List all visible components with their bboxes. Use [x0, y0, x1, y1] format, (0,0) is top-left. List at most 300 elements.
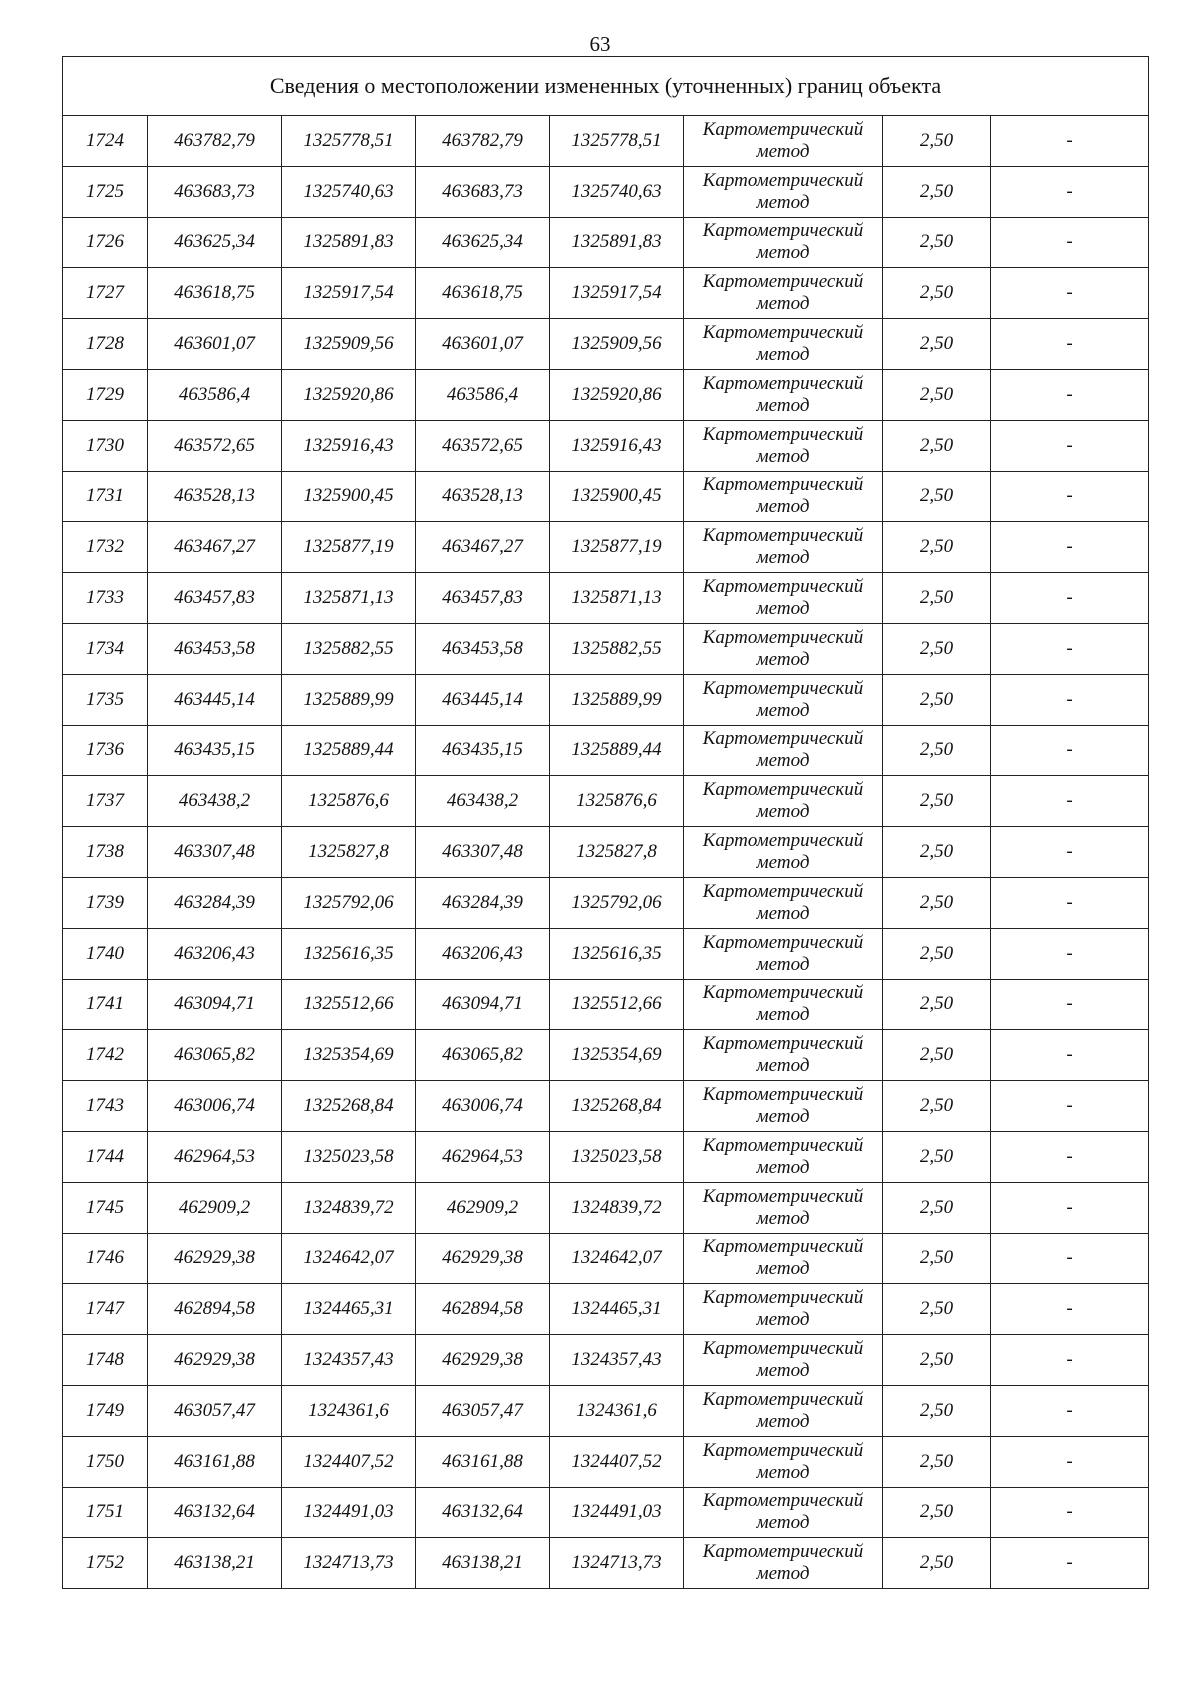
point-number-cell: 1750 — [63, 1436, 148, 1487]
table-row — [63, 827, 1149, 878]
refined-y-cell: 1324491,03 — [550, 1487, 684, 1538]
existing-y-cell: 1325871,13 — [282, 573, 416, 624]
existing-y-cell: 1325740,63 — [282, 166, 416, 217]
method-cell — [684, 1538, 883, 1589]
note-cell: - — [991, 166, 1149, 217]
refined-x-cell: 463065,82 — [416, 1030, 550, 1081]
accuracy-cell: 2,50 — [883, 1233, 991, 1284]
point-number-cell: 1739 — [63, 877, 148, 928]
point-number-cell: 1732 — [63, 522, 148, 573]
point-number-cell: 1735 — [63, 674, 148, 725]
method-line-1: Картометрический — [702, 1236, 864, 1258]
existing-x-cell: 463618,75 — [148, 268, 282, 319]
table-row — [63, 522, 1149, 573]
method-line-2: метод — [756, 394, 810, 416]
coordinates-table — [62, 56, 1149, 1589]
existing-x-cell: 463572,65 — [148, 420, 282, 471]
existing-x-cell: 463284,39 — [148, 877, 282, 928]
method-line-1: Картометрический — [702, 1033, 864, 1055]
method-cell — [684, 1335, 883, 1386]
note-cell: - — [991, 1487, 1149, 1538]
note-cell: - — [991, 1182, 1149, 1233]
accuracy-cell: 2,50 — [883, 725, 991, 776]
note-cell: - — [991, 776, 1149, 827]
method-line-1: Картометрический — [702, 423, 864, 445]
accuracy-cell: 2,50 — [883, 928, 991, 979]
table-row — [63, 776, 1149, 827]
existing-x-cell: 463006,74 — [148, 1081, 282, 1132]
point-number-cell: 1737 — [63, 776, 148, 827]
point-number-cell: 1736 — [63, 725, 148, 776]
method-line-2: метод — [756, 801, 810, 823]
existing-x-cell: 463528,13 — [148, 471, 282, 522]
refined-x-cell: 463601,07 — [416, 319, 550, 370]
refined-x-cell: 463528,13 — [416, 471, 550, 522]
method-cell — [684, 1385, 883, 1436]
method-line-2: метод — [756, 699, 810, 721]
existing-x-cell: 463625,34 — [148, 217, 282, 268]
method-line-1: Картометрический — [702, 931, 864, 953]
point-number-cell: 1727 — [63, 268, 148, 319]
method-cell — [684, 674, 883, 725]
existing-y-cell: 1324713,73 — [282, 1538, 416, 1589]
accuracy-cell: 2,50 — [883, 827, 991, 878]
existing-x-cell: 463445,14 — [148, 674, 282, 725]
refined-x-cell: 463161,88 — [416, 1436, 550, 1487]
page-number: 63 — [589, 32, 611, 56]
table-row — [63, 1436, 1149, 1487]
existing-y-cell: 1325916,43 — [282, 420, 416, 471]
existing-y-cell: 1325792,06 — [282, 877, 416, 928]
accuracy-cell: 2,50 — [883, 1335, 991, 1386]
refined-y-cell: 1324357,43 — [550, 1335, 684, 1386]
existing-y-cell: 1325023,58 — [282, 1131, 416, 1182]
existing-y-cell: 1325889,99 — [282, 674, 416, 725]
method-cell — [684, 1081, 883, 1132]
table-row — [63, 1335, 1149, 1386]
accuracy-cell: 2,50 — [883, 1081, 991, 1132]
table-row — [63, 420, 1149, 471]
accuracy-cell: 2,50 — [883, 471, 991, 522]
refined-y-cell: 1325354,69 — [550, 1030, 684, 1081]
method-cell — [684, 116, 883, 167]
existing-y-cell: 1325877,19 — [282, 522, 416, 573]
table-row — [63, 573, 1149, 624]
existing-y-cell: 1325268,84 — [282, 1081, 416, 1132]
refined-x-cell: 463572,65 — [416, 420, 550, 471]
method-cell — [684, 420, 883, 471]
note-cell: - — [991, 116, 1149, 167]
method-cell — [684, 979, 883, 1030]
refined-y-cell: 1325792,06 — [550, 877, 684, 928]
note-cell: - — [991, 1030, 1149, 1081]
method-line-2: метод — [756, 598, 810, 620]
existing-x-cell: 462894,58 — [148, 1284, 282, 1335]
existing-y-cell: 1324839,72 — [282, 1182, 416, 1233]
note-cell: - — [991, 268, 1149, 319]
existing-y-cell: 1325889,44 — [282, 725, 416, 776]
refined-x-cell: 463457,83 — [416, 573, 550, 624]
table-row — [63, 725, 1149, 776]
refined-x-cell: 463618,75 — [416, 268, 550, 319]
table-row — [63, 268, 1149, 319]
accuracy-cell: 2,50 — [883, 369, 991, 420]
method-line-1: Картометрический — [702, 626, 864, 648]
point-number-cell: 1738 — [63, 827, 148, 878]
note-cell: - — [991, 1436, 1149, 1487]
point-number-cell: 1744 — [63, 1131, 148, 1182]
refined-y-cell: 1325891,83 — [550, 217, 684, 268]
existing-y-cell: 1325882,55 — [282, 623, 416, 674]
note-cell: - — [991, 1538, 1149, 1589]
existing-x-cell: 463138,21 — [148, 1538, 282, 1589]
existing-x-cell: 462909,2 — [148, 1182, 282, 1233]
method-line-1: Картометрический — [702, 576, 864, 598]
existing-y-cell: 1325900,45 — [282, 471, 416, 522]
refined-x-cell: 463435,15 — [416, 725, 550, 776]
method-line-1: Картометрический — [702, 1541, 864, 1563]
refined-y-cell: 1325877,19 — [550, 522, 684, 573]
existing-y-cell: 1325876,6 — [282, 776, 416, 827]
refined-y-cell: 1324361,6 — [550, 1385, 684, 1436]
method-line-2: метод — [756, 1563, 810, 1585]
refined-x-cell: 463138,21 — [416, 1538, 550, 1589]
accuracy-cell: 2,50 — [883, 420, 991, 471]
point-number-cell: 1743 — [63, 1081, 148, 1132]
existing-x-cell: 463307,48 — [148, 827, 282, 878]
note-cell: - — [991, 1284, 1149, 1335]
existing-x-cell: 463132,64 — [148, 1487, 282, 1538]
method-cell — [684, 1436, 883, 1487]
note-cell: - — [991, 420, 1149, 471]
existing-x-cell: 462929,38 — [148, 1233, 282, 1284]
existing-y-cell: 1325891,83 — [282, 217, 416, 268]
point-number-cell: 1730 — [63, 420, 148, 471]
method-cell — [684, 1284, 883, 1335]
method-line-2: метод — [756, 191, 810, 213]
method-cell — [684, 1182, 883, 1233]
method-cell — [684, 725, 883, 776]
method-line-1: Картометрический — [702, 1134, 864, 1156]
table-row — [63, 1131, 1149, 1182]
note-cell: - — [991, 674, 1149, 725]
existing-x-cell: 463453,58 — [148, 623, 282, 674]
refined-x-cell: 463782,79 — [416, 116, 550, 167]
existing-y-cell: 1324465,31 — [282, 1284, 416, 1335]
table-row — [63, 369, 1149, 420]
method-cell — [684, 1487, 883, 1538]
method-cell — [684, 1030, 883, 1081]
method-line-2: метод — [756, 953, 810, 975]
refined-y-cell: 1325909,56 — [550, 319, 684, 370]
method-line-1: Картометрический — [702, 1490, 864, 1512]
refined-y-cell: 1325889,44 — [550, 725, 684, 776]
method-line-1: Картометрический — [702, 220, 864, 242]
method-line-1: Картометрический — [702, 372, 864, 394]
existing-y-cell: 1324642,07 — [282, 1233, 416, 1284]
note-cell: - — [991, 471, 1149, 522]
accuracy-cell: 2,50 — [883, 1538, 991, 1589]
method-cell — [684, 877, 883, 928]
method-cell — [684, 369, 883, 420]
method-line-1: Картометрический — [702, 1287, 864, 1309]
refined-y-cell: 1325916,43 — [550, 420, 684, 471]
method-line-1: Картометрический — [702, 1084, 864, 1106]
existing-x-cell: 463586,4 — [148, 369, 282, 420]
table-row — [63, 1385, 1149, 1436]
method-line-1: Картометрический — [702, 779, 864, 801]
existing-y-cell: 1325512,66 — [282, 979, 416, 1030]
method-line-2: метод — [756, 242, 810, 264]
table-row — [63, 1030, 1149, 1081]
existing-y-cell: 1325920,86 — [282, 369, 416, 420]
point-number-cell: 1748 — [63, 1335, 148, 1386]
method-line-2: метод — [756, 1156, 810, 1178]
point-number-cell: 1729 — [63, 369, 148, 420]
refined-x-cell: 463453,58 — [416, 623, 550, 674]
point-number-cell: 1749 — [63, 1385, 148, 1436]
method-line-2: метод — [756, 1461, 810, 1483]
refined-y-cell: 1325920,86 — [550, 369, 684, 420]
method-line-2: метод — [756, 1360, 810, 1382]
accuracy-cell: 2,50 — [883, 1182, 991, 1233]
method-line-1: Картометрический — [702, 118, 864, 140]
table-row — [63, 1284, 1149, 1335]
refined-x-cell: 463438,2 — [416, 776, 550, 827]
existing-y-cell: 1325778,51 — [282, 116, 416, 167]
method-line-1: Картометрический — [702, 880, 864, 902]
existing-x-cell: 463782,79 — [148, 116, 282, 167]
method-line-1: Картометрический — [702, 728, 864, 750]
point-number-cell: 1740 — [63, 928, 148, 979]
existing-y-cell: 1324361,6 — [282, 1385, 416, 1436]
refined-y-cell: 1325882,55 — [550, 623, 684, 674]
point-number-cell: 1724 — [63, 116, 148, 167]
refined-x-cell: 462964,53 — [416, 1131, 550, 1182]
method-line-2: метод — [756, 1309, 810, 1331]
table-row — [63, 166, 1149, 217]
method-line-2: метод — [756, 750, 810, 772]
method-line-2: метод — [756, 1004, 810, 1026]
accuracy-cell: 2,50 — [883, 1436, 991, 1487]
method-line-1: Картометрический — [702, 322, 864, 344]
table-row — [63, 1182, 1149, 1233]
point-number-cell: 1742 — [63, 1030, 148, 1081]
method-cell — [684, 776, 883, 827]
point-number-cell: 1746 — [63, 1233, 148, 1284]
existing-y-cell: 1325827,8 — [282, 827, 416, 878]
existing-x-cell: 463065,82 — [148, 1030, 282, 1081]
refined-y-cell: 1324839,72 — [550, 1182, 684, 1233]
existing-x-cell: 463601,07 — [148, 319, 282, 370]
method-line-1: Картометрический — [702, 474, 864, 496]
method-line-2: метод — [756, 445, 810, 467]
method-line-1: Картометрический — [702, 982, 864, 1004]
note-cell: - — [991, 1081, 1149, 1132]
accuracy-cell: 2,50 — [883, 268, 991, 319]
accuracy-cell: 2,50 — [883, 319, 991, 370]
refined-x-cell: 463094,71 — [416, 979, 550, 1030]
accuracy-cell: 2,50 — [883, 979, 991, 1030]
existing-y-cell: 1324357,43 — [282, 1335, 416, 1386]
table-body — [63, 57, 1149, 1589]
table-row — [63, 217, 1149, 268]
point-number-cell: 1733 — [63, 573, 148, 624]
method-cell — [684, 217, 883, 268]
method-line-1: Картометрический — [702, 1185, 864, 1207]
existing-y-cell: 1325354,69 — [282, 1030, 416, 1081]
point-number-cell: 1726 — [63, 217, 148, 268]
method-line-2: метод — [756, 140, 810, 162]
table-title-row — [63, 57, 1149, 116]
existing-y-cell: 1325909,56 — [282, 319, 416, 370]
refined-x-cell: 463284,39 — [416, 877, 550, 928]
accuracy-cell: 2,50 — [883, 623, 991, 674]
existing-x-cell: 463435,15 — [148, 725, 282, 776]
refined-y-cell: 1325900,45 — [550, 471, 684, 522]
note-cell: - — [991, 1233, 1149, 1284]
method-cell — [684, 573, 883, 624]
method-line-2: метод — [756, 1055, 810, 1077]
method-line-2: метод — [756, 902, 810, 924]
accuracy-cell: 2,50 — [883, 776, 991, 827]
note-cell: - — [991, 827, 1149, 878]
existing-y-cell: 1324491,03 — [282, 1487, 416, 1538]
refined-y-cell: 1325512,66 — [550, 979, 684, 1030]
note-cell: - — [991, 1131, 1149, 1182]
table-row — [63, 928, 1149, 979]
table-row — [63, 979, 1149, 1030]
point-number-cell: 1734 — [63, 623, 148, 674]
method-line-1: Картометрический — [702, 525, 864, 547]
refined-x-cell: 463006,74 — [416, 1081, 550, 1132]
refined-y-cell: 1324407,52 — [550, 1436, 684, 1487]
existing-x-cell: 463094,71 — [148, 979, 282, 1030]
method-line-1: Картометрический — [702, 271, 864, 293]
accuracy-cell: 2,50 — [883, 116, 991, 167]
table-row — [63, 1081, 1149, 1132]
table-row — [63, 1487, 1149, 1538]
note-cell: - — [991, 217, 1149, 268]
existing-y-cell: 1324407,52 — [282, 1436, 416, 1487]
method-cell — [684, 1131, 883, 1182]
existing-x-cell: 463057,47 — [148, 1385, 282, 1436]
note-cell: - — [991, 522, 1149, 573]
point-number-cell: 1728 — [63, 319, 148, 370]
point-number-cell: 1731 — [63, 471, 148, 522]
method-cell — [684, 928, 883, 979]
method-line-1: Картометрический — [702, 169, 864, 191]
refined-y-cell: 1325871,13 — [550, 573, 684, 624]
accuracy-cell: 2,50 — [883, 1030, 991, 1081]
existing-x-cell: 462929,38 — [148, 1335, 282, 1386]
method-cell — [684, 166, 883, 217]
method-cell — [684, 1233, 883, 1284]
method-line-1: Картометрический — [702, 1388, 864, 1410]
method-line-2: метод — [756, 496, 810, 518]
table-row — [63, 877, 1149, 928]
existing-x-cell: 463438,2 — [148, 776, 282, 827]
table-row — [63, 319, 1149, 370]
table-title: Сведения о местоположении измененных (уточненных) границ объекта — [63, 57, 1149, 116]
existing-x-cell: 463467,27 — [148, 522, 282, 573]
refined-x-cell: 463445,14 — [416, 674, 550, 725]
accuracy-cell: 2,50 — [883, 573, 991, 624]
refined-y-cell: 1325023,58 — [550, 1131, 684, 1182]
existing-y-cell: 1325917,54 — [282, 268, 416, 319]
method-line-1: Картометрический — [702, 1338, 864, 1360]
refined-x-cell: 463206,43 — [416, 928, 550, 979]
note-cell: - — [991, 877, 1149, 928]
refined-y-cell: 1325876,6 — [550, 776, 684, 827]
existing-x-cell: 463161,88 — [148, 1436, 282, 1487]
table-row — [63, 1233, 1149, 1284]
note-cell: - — [991, 369, 1149, 420]
method-line-2: метод — [756, 344, 810, 366]
method-line-2: метод — [756, 1106, 810, 1128]
table-row — [63, 1538, 1149, 1589]
note-cell: - — [991, 979, 1149, 1030]
note-cell: - — [991, 928, 1149, 979]
refined-y-cell: 1324713,73 — [550, 1538, 684, 1589]
accuracy-cell: 2,50 — [883, 522, 991, 573]
refined-x-cell: 462894,58 — [416, 1284, 550, 1335]
refined-x-cell: 463586,4 — [416, 369, 550, 420]
refined-y-cell: 1324465,31 — [550, 1284, 684, 1335]
method-cell — [684, 319, 883, 370]
method-cell — [684, 522, 883, 573]
refined-x-cell: 463307,48 — [416, 827, 550, 878]
accuracy-cell: 2,50 — [883, 1385, 991, 1436]
refined-x-cell: 463057,47 — [416, 1385, 550, 1436]
note-cell: - — [991, 319, 1149, 370]
method-line-1: Картометрический — [702, 677, 864, 699]
method-line-2: метод — [756, 1207, 810, 1229]
note-cell: - — [991, 573, 1149, 624]
existing-y-cell: 1325616,35 — [282, 928, 416, 979]
table-row — [63, 471, 1149, 522]
method-line-2: метод — [756, 852, 810, 874]
existing-x-cell: 463683,73 — [148, 166, 282, 217]
point-number-cell: 1725 — [63, 166, 148, 217]
method-cell — [684, 268, 883, 319]
refined-x-cell: 462929,38 — [416, 1233, 550, 1284]
refined-y-cell: 1324642,07 — [550, 1233, 684, 1284]
accuracy-cell: 2,50 — [883, 877, 991, 928]
refined-y-cell: 1325917,54 — [550, 268, 684, 319]
accuracy-cell: 2,50 — [883, 1131, 991, 1182]
table-row — [63, 674, 1149, 725]
note-cell: - — [991, 725, 1149, 776]
method-line-1: Картометрический — [702, 830, 864, 852]
refined-y-cell: 1325268,84 — [550, 1081, 684, 1132]
refined-x-cell: 462909,2 — [416, 1182, 550, 1233]
existing-x-cell: 462964,53 — [148, 1131, 282, 1182]
accuracy-cell: 2,50 — [883, 1487, 991, 1538]
refined-y-cell: 1325778,51 — [550, 116, 684, 167]
refined-x-cell: 462929,38 — [416, 1335, 550, 1386]
method-line-2: метод — [756, 1258, 810, 1280]
method-cell — [684, 623, 883, 674]
refined-y-cell: 1325889,99 — [550, 674, 684, 725]
point-number-cell: 1745 — [63, 1182, 148, 1233]
method-cell — [684, 471, 883, 522]
method-line-2: метод — [756, 648, 810, 670]
refined-x-cell: 463132,64 — [416, 1487, 550, 1538]
point-number-cell: 1752 — [63, 1538, 148, 1589]
method-cell — [684, 827, 883, 878]
table-row — [63, 623, 1149, 674]
